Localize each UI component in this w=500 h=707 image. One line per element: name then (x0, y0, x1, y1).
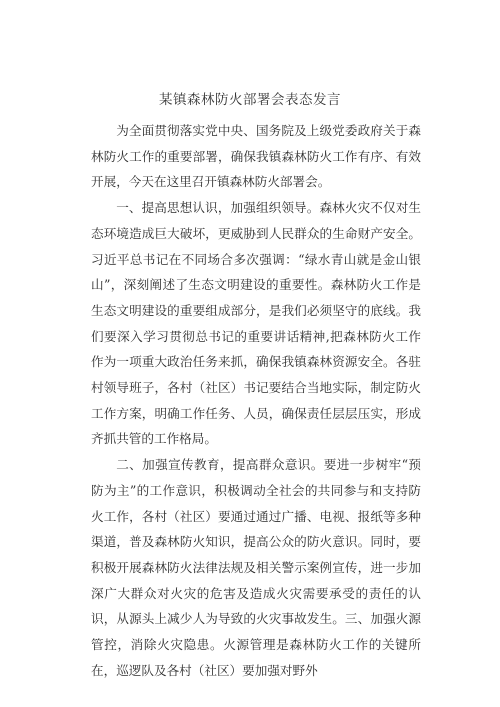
paragraph-section-1: 一、提高思想认识，加强组织领导。森林火灾不仅对生态环境造成巨大破坏，更威胁到人民群众的生命财产安全。习近平总书记在不同场合多次强调：“绿水青山就是金山银山”，深刻阐述了生态文明建设的重要性。森林防火工作是生态文明建设的重要组成部分，是我们必须坚守的底线。我们要深入学习贯彻总书记的重要讲话精神,把森林防火工作作为一项重大政治任务来抓，确保我镇森林资源安全。各驻村领导班子，各村（社区）书记要结合当地实际，制定防火工作方案，明确工作任务、人员，确保责任层层压实，形成齐抓共管的工作格局。 (91, 200, 421, 447)
document-body (91, 118, 421, 683)
paragraph-intro: 为全面贯彻落实党中央、国务院及上级党委政府关于森林防火工作的重要部署，确保我镇森林防火工作有序、有效开展，今天在这里召开镇森林防火部署会。 (91, 123, 421, 190)
paragraph-section-2: 二、加强宣传教育，提高群众意识。要进一步树牢“预防为主”的工作意识，积极调动全社会的共同参与和支持防火工作，各村（社区）要通过通过广播、电视、报纸等多种渠道，普及森林防火知识，提高公众的防火意识。同时，要积极开展森林防火法律法规及相关警示案例宣传，进一步加深广大群众对火灾的危害及造成火灾需要承受的责任的认识，从源头上减少人为导致的火灾事故发生。三、加强火源管控，消除火灾隐患。火源管理是森林防火工作的关键所在，巡逻队及各村（社区）要加强对野外 (91, 457, 421, 678)
document-title: 某镇森林防火部署会表态发言 (159, 92, 341, 108)
